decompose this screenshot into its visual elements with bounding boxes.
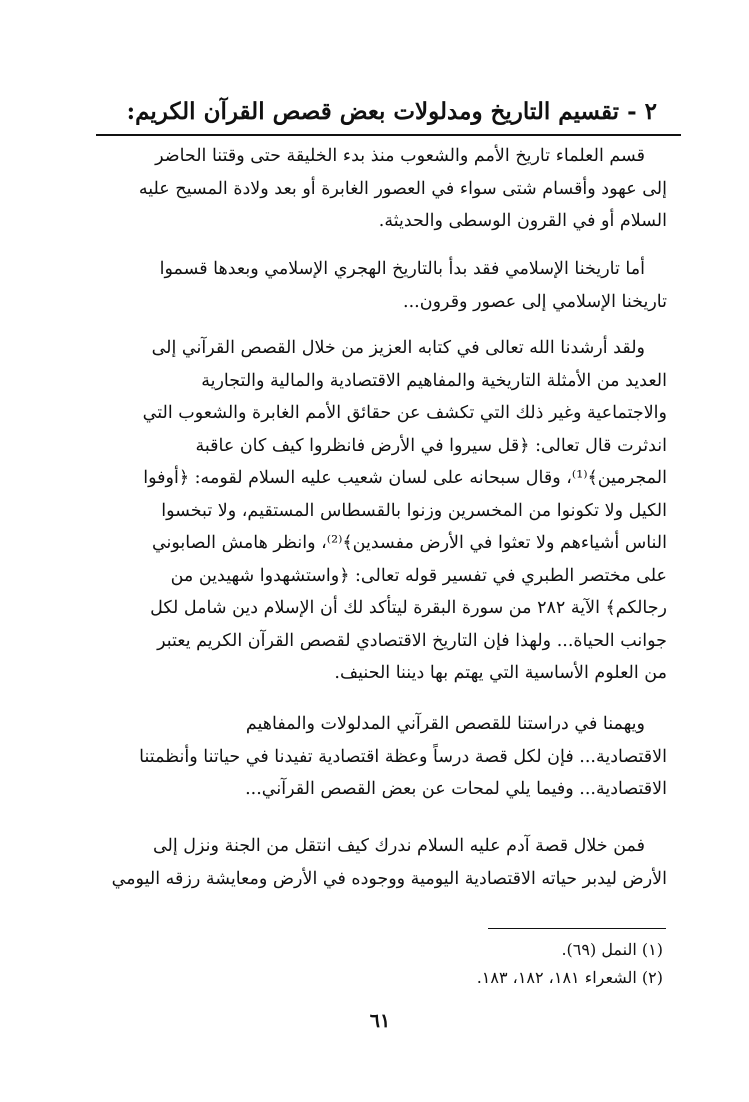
paragraph-line: فمن خلال قصة آدم عليه السلام ندرك كيف انتقل من الجنة ونزل إلى: [152, 836, 645, 856]
paragraph-line: ولقد أرشدنا الله تعالى في كتابه العزيز من خلال القصص القرآني إلى: [151, 338, 645, 358]
paragraph-4: [75, 708, 667, 806]
paragraph-line: تاريخنا الإسلامي إلى عصور وقرون...: [403, 291, 667, 312]
paragraph-1: [75, 140, 667, 238]
page-number: ٦١: [369, 1010, 391, 1032]
paragraph-line: على مختصر الطبري في تفسير قوله تعالى: ﴿واستشهدوا شهيدين من: [170, 565, 667, 586]
paragraph-2: [75, 253, 667, 318]
paragraph-line: قسم العلماء تاريخ الأمم والشعوب منذ بدء الخليقة حتى وقتنا الحاضر: [155, 146, 645, 166]
paragraph-line: الناس أشياءهم ولا تعثوا في الأرض مفسدين﴾⁽²⁾، وانظر هامش الصابوني: [151, 533, 667, 553]
paragraph-5: [75, 830, 667, 895]
paragraph-line: أما تاريخنا الإسلامي فقد بدأ بالتاريخ الهجري الإسلامي وبعدها قسموا: [159, 259, 645, 279]
heading-underline: [96, 134, 681, 136]
paragraph-3: [75, 332, 667, 690]
paragraph-line: الأرض ليدبر حياته الاقتصادية اليومية ووجوده في الأرض ومعايشة رزقه اليومي: [111, 868, 667, 889]
paragraph-line: اندثرت قال تعالى: ﴿قل سيروا في الأرض فانظروا كيف كان عاقبة: [195, 435, 667, 456]
footnotes: [263, 936, 663, 992]
paragraph-line: الكيل ولا تكونوا من المخسرين وزنوا بالقسطاس المستقيم، ولا تبخسوا: [161, 500, 667, 521]
section-heading: [57, 94, 657, 130]
paragraph-line: العديد من الأمثلة التاريخية والمفاهيم الاقتصادية والمالية والتجارية: [201, 370, 667, 391]
paragraph-line: ويهمنا في دراستنا للقصص القرآني المدلولات والمفاهيم: [245, 714, 645, 734]
paragraph-line: إلى عهود وأقسام شتى سواء في العصور الغابرة أو بعد ولادة المسيح عليه: [138, 178, 667, 199]
paragraph-line: جوانب الحياة... ولهذا فإن التاريخ الاقتصادي لقصص القرآن الكريم يعتبر: [157, 630, 667, 651]
paragraph-line: والاجتماعية وغير ذلك التي تكشف عن حقائق الأمم الغابرة والشعوب التي: [142, 403, 667, 423]
paragraph-line: الاقتصادية... فإن لكل قصة درساً وعظة اقتصادية تفيدنا في حياتنا وأنظمتنا: [139, 746, 667, 767]
paragraph-line: المجرمين﴾⁽¹⁾، وقال سبحانه على لسان شعيب عليه السلام لقومه: ﴿أوفوا: [143, 468, 667, 488]
section-number: ٢: [644, 98, 657, 125]
paragraph-line: رجالكم﴾ الآية ٢٨٢ من سورة البقرة ليتأكد لك أن الإسلام دين شامل لكل: [150, 598, 667, 618]
paragraph-line: السلام أو في القرون الوسطى والحديثة.: [378, 211, 667, 231]
paragraph-line: الاقتصادية... وفيما يلي لمحات عن بعض القصص القرآني...: [245, 779, 667, 799]
paragraph-line: من العلوم الأساسية التي يهتم بها ديننا الحنيف.: [334, 663, 667, 683]
footnote-1: (١) النمل (٦٩).: [561, 940, 663, 959]
footnote-separator: [488, 928, 666, 929]
section-title: - تقسيم التاريخ ومدلولات بعض قصص القرآن الكريم:: [126, 98, 637, 125]
footnote-2: (٢) الشعراء ١٨١، ١٨٢، ١٨٣.: [476, 968, 663, 987]
